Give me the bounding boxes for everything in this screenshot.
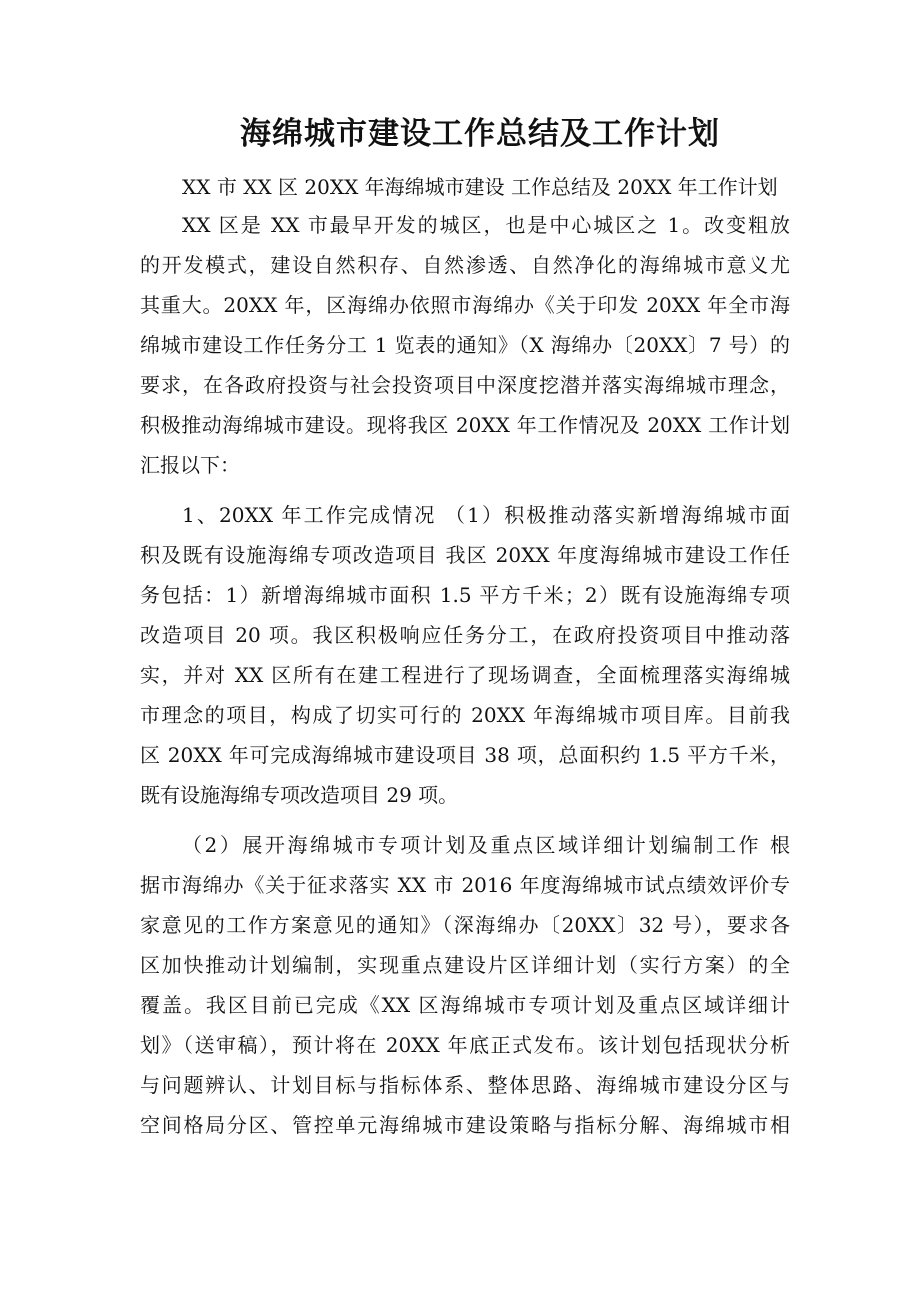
body-line: 据市海绵办《关于征求落实 XX 市 2016 年度海绵城市试点绩效评价专 <box>140 873 790 897</box>
body-line: 务包括：1）新增海绵城市面积 1.5 平方千米；2）既有设施海绵专项 <box>140 583 790 607</box>
body-line: 其重大。20XX 年，区海绵办依照市海绵办《关于印发 20XX 年全市海 <box>140 293 790 317</box>
body-line: 覆盖。我区目前已完成《XX 区海绵城市专项计划及重点区域详细计 <box>140 993 790 1017</box>
body-line: 要求，在各政府投资与社会投资项目中深度挖潜并落实海绵城市理念， <box>140 373 790 397</box>
body-line: 划》（送审稿），预计将在 20XX 年底正式发布。该计划包括现状分析 <box>140 1033 790 1057</box>
body-line: 实，并对 XX 区所有在建工程进行了现场调查，全面梳理落实海绵城 <box>140 663 790 687</box>
body-line: 空间格局分区、管控单元海绵城市建设策略与指标分解、海绵城市相 <box>140 1113 790 1137</box>
body-line: 区 20XX 年可完成海绵城市建设项目 38 项，总面积约 1.5 平方千米， <box>140 743 790 767</box>
body-line: 积及既有设施海绵专项改造项目 我区 20XX 年度海绵城市建设工作任 <box>140 543 790 567</box>
body-line: 市理念的项目，构成了切实可行的 20XX 年海绵城市项目库。目前我 <box>140 703 790 727</box>
document-title: 海绵城市建设工作总结及工作计划 <box>240 116 720 152</box>
body-line: 的开发模式，建设自然积存、自然渗透、自然净化的海绵城市意义尤 <box>140 253 790 277</box>
body-line: 汇报以下： <box>140 453 240 477</box>
body-line: 改造项目 20 项。我区积极响应任务分工，在政府投资项目中推动落 <box>140 623 790 647</box>
body-line: 积极推动海绵城市建设。现将我区 20XX 年工作情况及 20XX 工作计划 <box>140 413 790 437</box>
body-line: 区加快推动计划编制，实现重点建设片区详细计划（实行方案）的全 <box>140 953 790 977</box>
document-subtitle: XX 市 XX 区 20XX 年海绵城市建设 工作总结及 20XX 年工作计划 <box>182 175 778 199</box>
body-line: 家意见的工作方案意见的通知》（深海绵办〔20XX〕32 号），要求各 <box>140 913 790 937</box>
body-line: 绵城市建设工作任务分工 1 览表的通知》（X 海绵办〔20XX〕7 号）的 <box>140 333 790 357</box>
body-line: （2）展开海绵城市专项计划及重点区域详细计划编制工作 根 <box>182 833 790 857</box>
body-line: 与问题辨认、计划目标与指标体系、整体思路、海绵城市建设分区与 <box>140 1073 790 1097</box>
body-line: 1、20XX 年工作完成情况 （1）积极推动落实新增海绵城市面 <box>182 503 790 527</box>
body-line: 既有设施海绵专项改造项目 29 项。 <box>140 783 459 807</box>
body-line: XX 区是 XX 市最早开发的城区，也是中心城区之 1。改变粗放 <box>182 213 790 237</box>
